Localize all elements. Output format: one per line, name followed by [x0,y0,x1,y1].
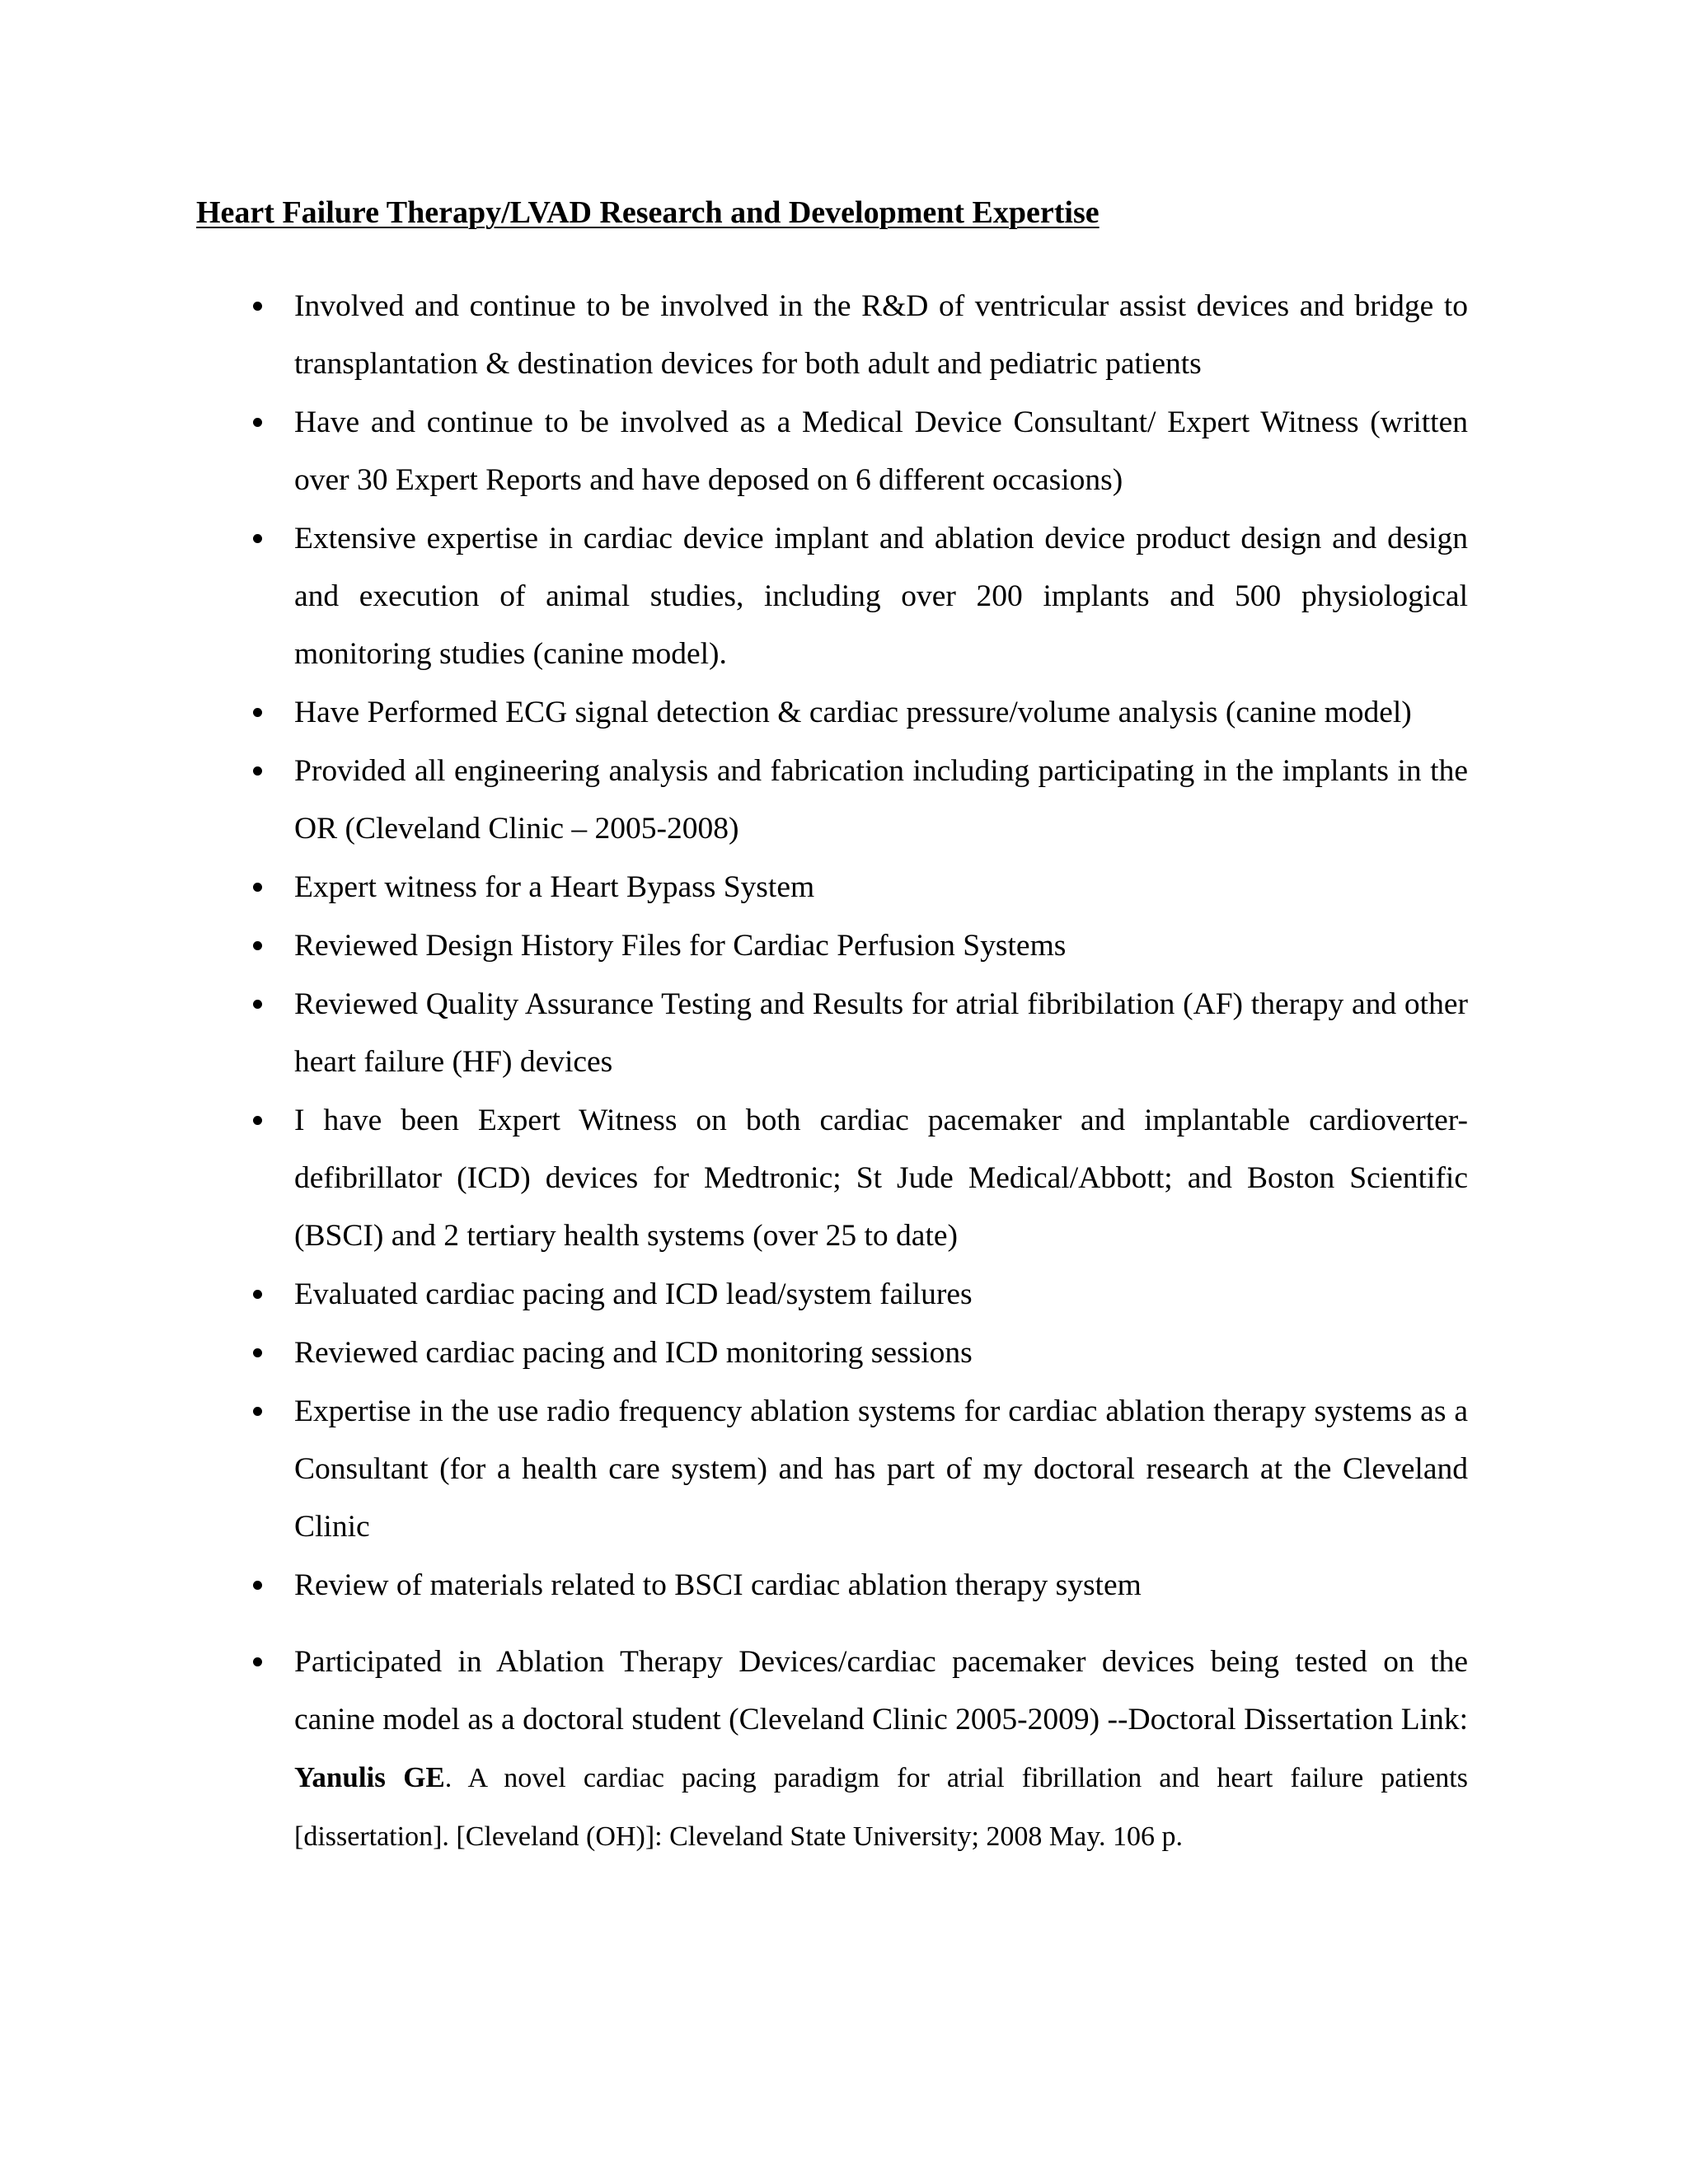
bullet-icon [253,883,262,892]
list-item-text: Reviewed Design History Files for Cardiac Perfusion Systems [294,929,1067,963]
bullet-icon [253,766,262,776]
list-item [294,743,1468,858]
list-item-text: Extensive expertise in cardiac device implant and ablation device product design and design and execution of animal studies, including over 200 implants and 500 physiological monitoring studies (canine model). [294,522,1468,671]
list-item [294,1557,1468,1615]
bullet-icon [253,302,262,311]
bullet-icon [253,708,262,717]
list-item [294,1324,1468,1382]
page-title: Heart Failure Therapy/LVAD Research and Development Expertise [196,195,1100,230]
list-item [294,1266,1468,1324]
list-item [294,278,1468,393]
bullet-icon [253,941,262,950]
bullet-icon [253,1657,262,1666]
bullet-icon [253,1116,262,1125]
list-item [294,684,1468,742]
list-item-text: Involved and continue to be involved in the R&D of ventricular assist devices and bridge to transplantation & destination devices for both adult and pediatric patients [294,289,1468,381]
list-item-text: I have been Expert Witness on both cardiac pacemaker and implantable cardioverter-defibrillator (ICD) devices for Medtronic; St Jude Medical/Abbott; and Boston Scientific (BSCI) and 2 tertiary health systems (over 25 to date) [294,1104,1468,1253]
bullet-icon [253,1000,262,1009]
list-item-text: Reviewed Quality Assurance Testing and Results for atrial fibribilation (AF) therapy and other heart failure (HF) devices [294,987,1468,1079]
list-item-text: Expert witness for a Heart Bypass System [294,870,815,904]
list-item [294,976,1468,1091]
list-item [294,859,1468,916]
expertise-list [0,278,1688,1866]
citation-author: Yanulis GE [294,1761,445,1793]
list-item-text: Evaluated cardiac pacing and ICD lead/system failures [294,1277,973,1311]
bullet-icon [253,418,262,427]
bullet-icon [253,1290,262,1299]
list-item-text: Provided all engineering analysis and fabrication including participating in the implants in the OR (Cleveland Clinic – 2005-2008) [294,754,1468,846]
bullet-icon [253,534,262,543]
list-item [294,510,1468,683]
citation-text: . A novel cardiac pacing paradigm for atrial fibrillation and heart failure patients [dissertation]. [Cleveland (OH)]: Cleveland State University; 2008 May. 106 p. [294,1763,1468,1852]
list-item-text: Review of materials related to BSCI cardiac ablation therapy system [294,1568,1142,1602]
bullet-icon [253,1348,262,1357]
list-item-text: Expertise in the use radio frequency ablation systems for cardiac ablation therapy systems as a Consultant (for a health care system) and has part of my doctoral research at the Cleveland Clinic [294,1394,1468,1544]
list-item-text: Have Performed ECG signal detection & cardiac pressure/volume analysis (canine model) [294,696,1412,729]
list-item-dissertation [294,1633,1468,1866]
list-item [294,1383,1468,1556]
bullet-icon [253,1407,262,1416]
list-item [294,917,1468,975]
bullet-icon [253,1581,262,1590]
list-item [294,394,1468,509]
list-item [294,1092,1468,1265]
list-item-text: Reviewed cardiac pacing and ICD monitoring sessions [294,1336,973,1370]
list-item-text: Have and continue to be involved as a Medical Device Consultant/ Expert Witness (written over 30 Expert Reports and have deposed on 6 different occasions) [294,405,1468,497]
dissertation-citation [294,1763,1468,1852]
list-item-text: Participated in Ablation Therapy Devices/cardiac pacemaker devices being tested on the canine model as a doctoral student (Cleveland Clinic 2005-2009) --Doctoral Dissertation Link: [294,1645,1468,1736]
